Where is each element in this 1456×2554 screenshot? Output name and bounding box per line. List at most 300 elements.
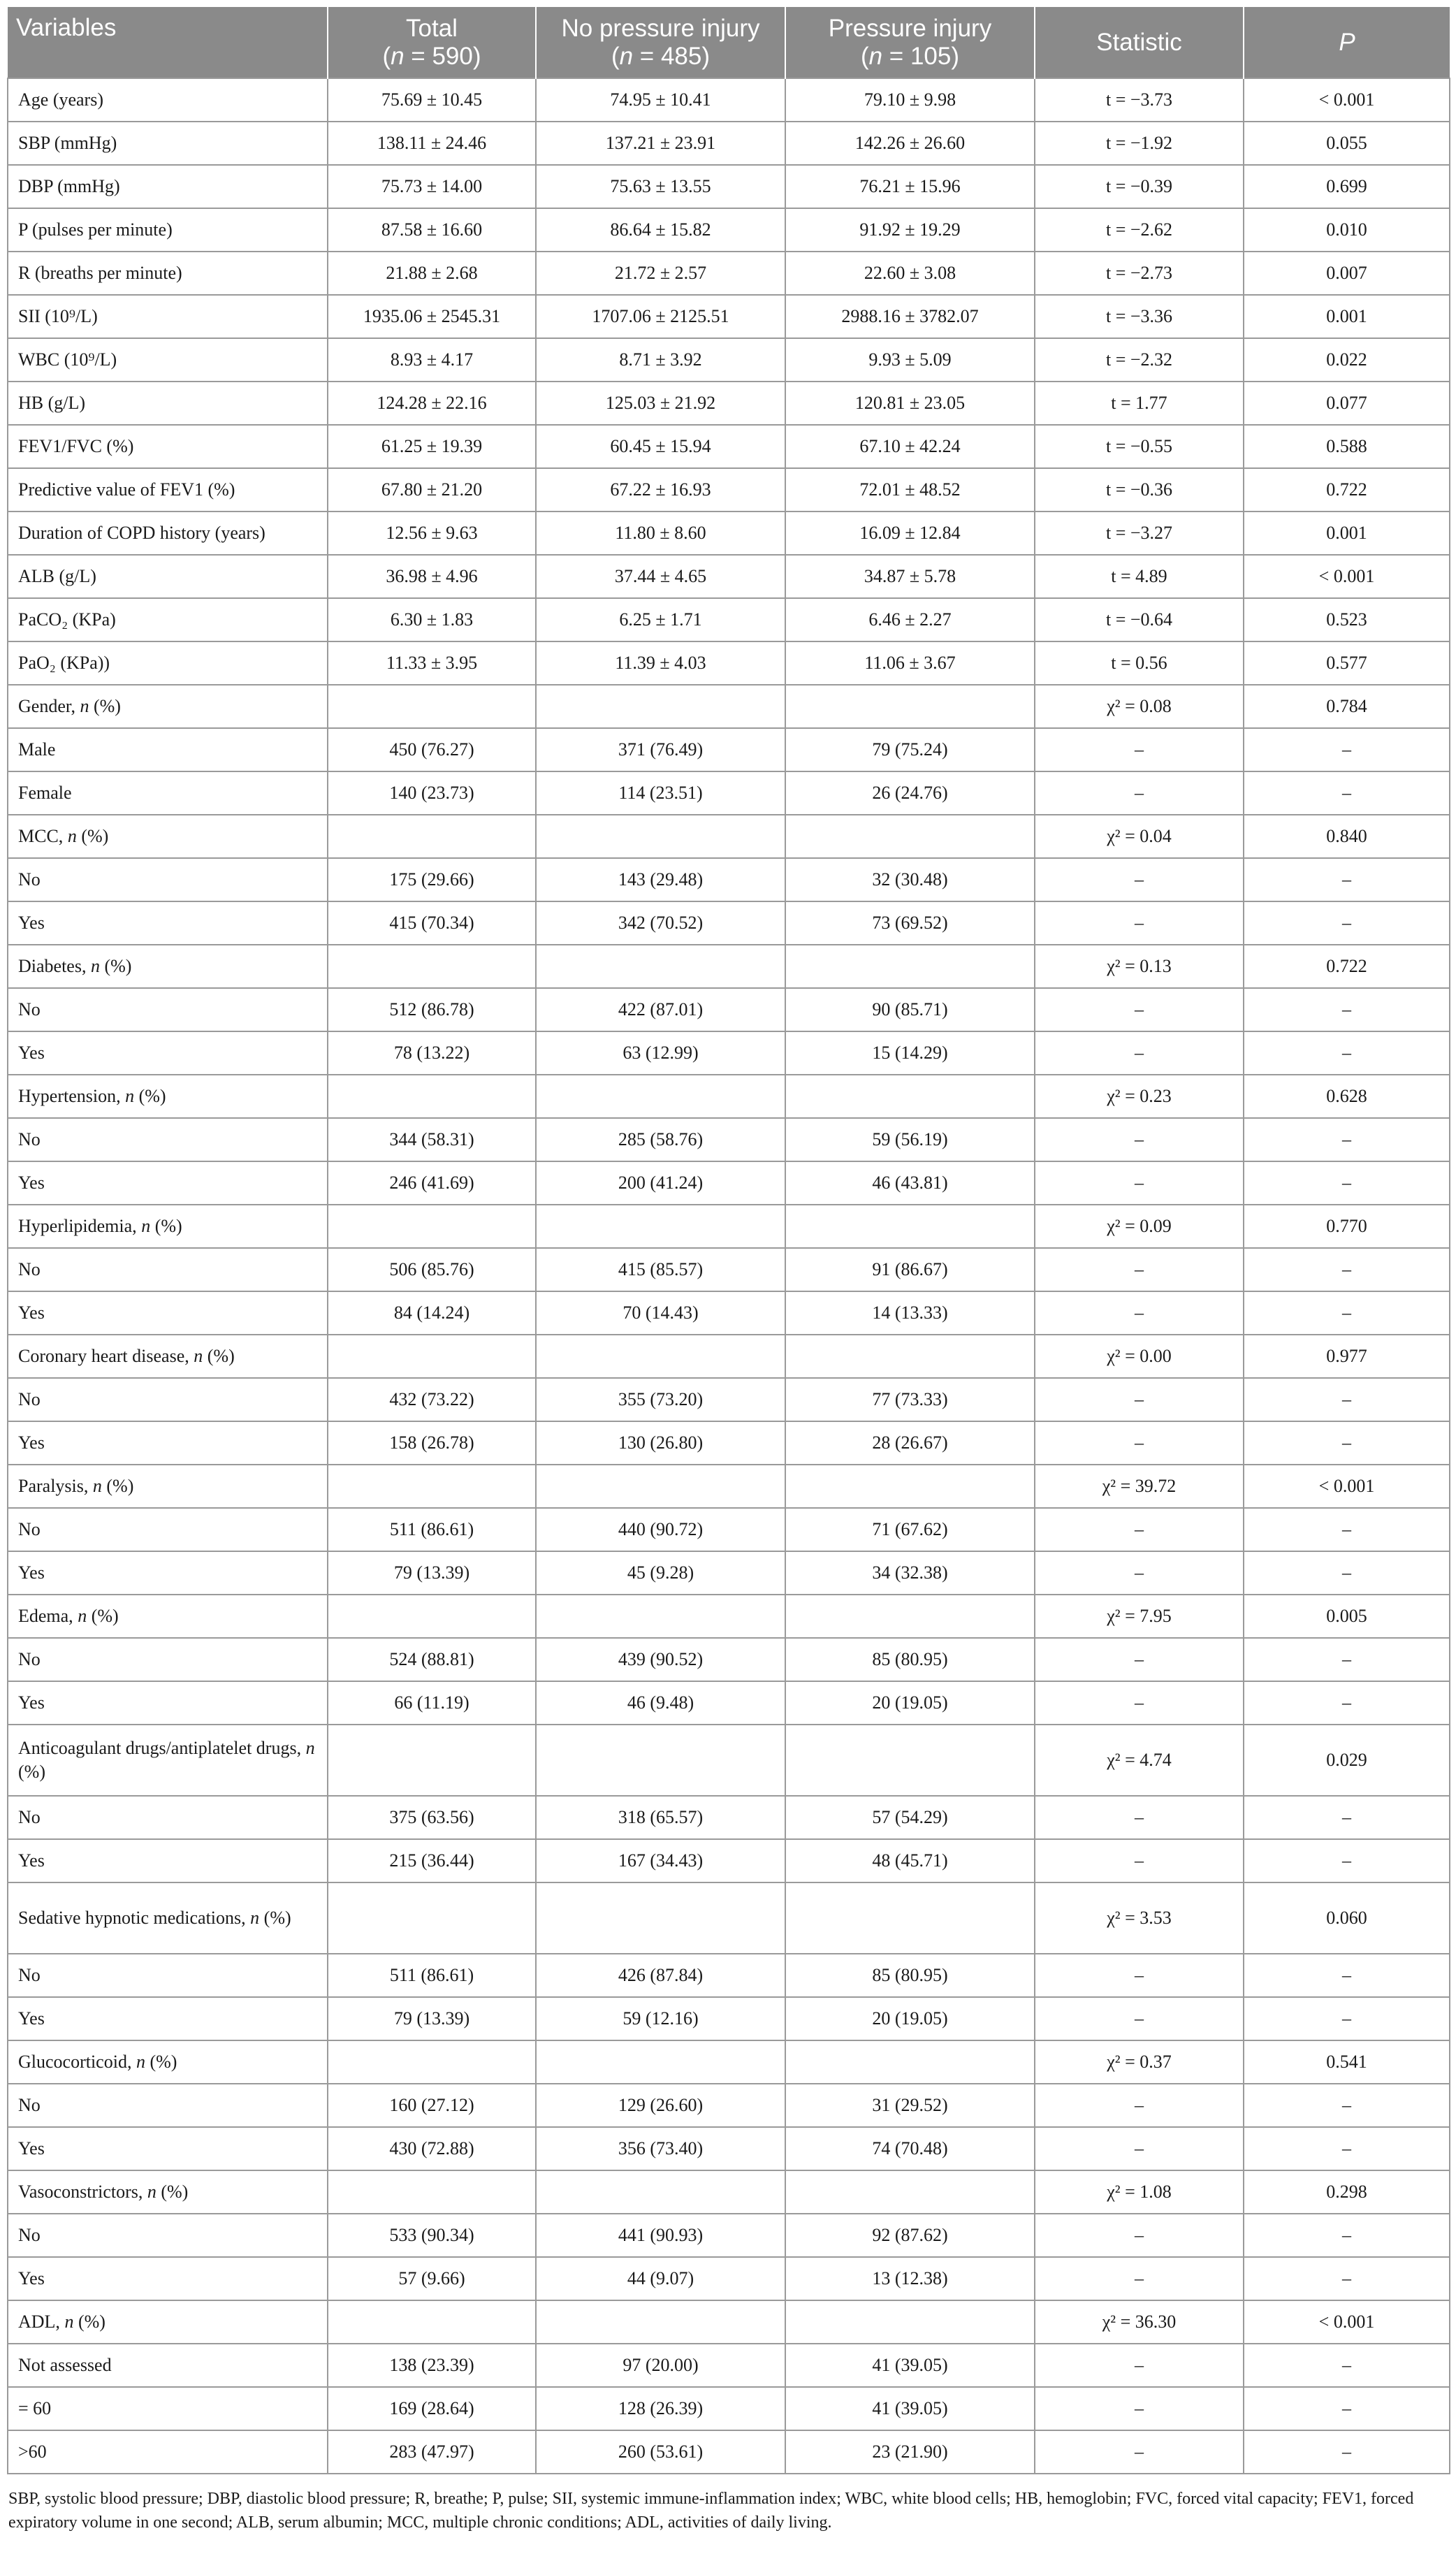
cell-total: 21.88 ± 2.68 [328, 252, 536, 295]
cell-statistic: χ² = 0.37 [1035, 2040, 1244, 2084]
cell-total: 6.30 ± 1.83 [328, 598, 536, 641]
cell-no-pressure-injury: 355 (73.20) [536, 1378, 785, 1421]
cell-variable: PaO₂ (KPa)) [8, 641, 328, 685]
cell-pressure-injury: 74 (70.48) [785, 2127, 1035, 2170]
table-row [8, 771, 1450, 815]
cell-no-pressure-injury: 114 (23.51) [536, 771, 785, 815]
table-row [8, 2387, 1450, 2430]
cell-statistic: – [1035, 1681, 1244, 1725]
cell-p-value: 0.007 [1244, 252, 1450, 295]
table-body [8, 78, 1450, 2474]
cell-variable: No [8, 988, 328, 1031]
cell-p-value: 0.628 [1244, 1075, 1450, 1118]
cell-p-value: – [1244, 1508, 1450, 1551]
cell-p-value: 0.001 [1244, 511, 1450, 555]
cell-p-value: – [1244, 901, 1450, 945]
cell-no-pressure-injury: 86.64 ± 15.82 [536, 208, 785, 252]
cell-variable: Yes [8, 1031, 328, 1075]
cell-no-pressure-injury: 129 (26.60) [536, 2084, 785, 2127]
cell-variable: Yes [8, 1681, 328, 1725]
table-row [8, 1997, 1450, 2040]
cell-variable: Gender, n (%) [8, 685, 328, 728]
cell-total [328, 1205, 536, 1248]
cell-variable: No [8, 1954, 328, 1997]
cell-statistic: t = −2.62 [1035, 208, 1244, 252]
cell-total: 61.25 ± 19.39 [328, 425, 536, 468]
table-row [8, 165, 1450, 208]
cell-total: 432 (73.22) [328, 1378, 536, 1421]
cell-p-value: – [1244, 2344, 1450, 2387]
cell-no-pressure-injury: 128 (26.39) [536, 2387, 785, 2430]
cell-statistic: – [1035, 1378, 1244, 1421]
table-row [8, 2127, 1450, 2170]
table-row [8, 1954, 1450, 1997]
cell-p-value: 0.588 [1244, 425, 1450, 468]
cell-variable: Hypertension, n (%) [8, 1075, 328, 1118]
cell-pressure-injury: 46 (43.81) [785, 1161, 1035, 1205]
cell-statistic: – [1035, 1421, 1244, 1465]
cell-p-value: < 0.001 [1244, 1465, 1450, 1508]
cell-pressure-injury [785, 1595, 1035, 1638]
cell-pressure-injury: 72.01 ± 48.52 [785, 468, 1035, 511]
cell-total: 246 (41.69) [328, 1161, 536, 1205]
cell-p-value: – [1244, 1031, 1450, 1075]
cell-no-pressure-injury: 46 (9.48) [536, 1681, 785, 1725]
cell-no-pressure-injury [536, 815, 785, 858]
cell-p-value: 0.977 [1244, 1335, 1450, 1378]
cell-variable: DBP (mmHg) [8, 165, 328, 208]
cell-statistic: χ² = 0.04 [1035, 815, 1244, 858]
cell-variable: Yes [8, 1421, 328, 1465]
cell-variable: No [8, 2084, 328, 2127]
cell-statistic: χ² = 7.95 [1035, 1595, 1244, 1638]
cell-total: 138 (23.39) [328, 2344, 536, 2387]
cell-no-pressure-injury: 415 (85.57) [536, 1248, 785, 1291]
cell-statistic: χ² = 0.08 [1035, 685, 1244, 728]
cell-p-value: 0.010 [1244, 208, 1450, 252]
cell-no-pressure-injury: 44 (9.07) [536, 2257, 785, 2300]
cell-variable: MCC, n (%) [8, 815, 328, 858]
cell-p-value: 0.699 [1244, 165, 1450, 208]
table-row [8, 988, 1450, 1031]
cell-p-value: – [1244, 2084, 1450, 2127]
cell-p-value: – [1244, 1291, 1450, 1335]
cell-variable: Yes [8, 1839, 328, 1882]
table-row [8, 382, 1450, 425]
cell-total [328, 1882, 536, 1954]
cell-statistic: – [1035, 988, 1244, 1031]
cell-variable: Diabetes, n (%) [8, 945, 328, 988]
cell-pressure-injury: 2988.16 ± 3782.07 [785, 295, 1035, 338]
cell-statistic: t = −0.64 [1035, 598, 1244, 641]
cell-no-pressure-injury: 342 (70.52) [536, 901, 785, 945]
cell-p-value: 0.055 [1244, 122, 1450, 165]
cell-total: 524 (88.81) [328, 1638, 536, 1681]
cell-p-value: 0.005 [1244, 1595, 1450, 1638]
header-p [1244, 7, 1450, 78]
cell-statistic: – [1035, 2344, 1244, 2387]
cell-variable: No [8, 1118, 328, 1161]
cell-p-value: 0.840 [1244, 815, 1450, 858]
cell-statistic: χ² = 0.13 [1035, 945, 1244, 988]
cell-pressure-injury: 73 (69.52) [785, 901, 1035, 945]
cell-pressure-injury: 59 (56.19) [785, 1118, 1035, 1161]
cell-statistic: χ² = 39.72 [1035, 1465, 1244, 1508]
cell-variable: ADL, n (%) [8, 2300, 328, 2344]
cell-p-value: < 0.001 [1244, 2300, 1450, 2344]
cell-p-value: 0.022 [1244, 338, 1450, 382]
cell-no-pressure-injury: 130 (26.80) [536, 1421, 785, 1465]
cell-pressure-injury: 91.92 ± 19.29 [785, 208, 1035, 252]
cell-statistic: – [1035, 1796, 1244, 1839]
cell-statistic: t = 4.89 [1035, 555, 1244, 598]
cell-total: 160 (27.12) [328, 2084, 536, 2127]
cell-statistic: – [1035, 1508, 1244, 1551]
table-figure [7, 7, 1449, 2534]
cell-variable: Coronary heart disease, n (%) [8, 1335, 328, 1378]
cell-p-value: – [1244, 858, 1450, 901]
cell-no-pressure-injury [536, 1335, 785, 1378]
cell-pressure-injury [785, 2040, 1035, 2084]
cell-statistic: – [1035, 1997, 1244, 2040]
cell-total [328, 2170, 536, 2214]
cell-statistic: – [1035, 901, 1244, 945]
cell-total: 36.98 ± 4.96 [328, 555, 536, 598]
cell-variable: Yes [8, 1997, 328, 2040]
cell-no-pressure-injury: 439 (90.52) [536, 1638, 785, 1681]
cell-p-value: – [1244, 2214, 1450, 2257]
cell-statistic: – [1035, 1248, 1244, 1291]
table-row [8, 1335, 1450, 1378]
header-pressure-injury [785, 7, 1035, 78]
cell-variable: R (breaths per minute) [8, 252, 328, 295]
cell-total: 11.33 ± 3.95 [328, 641, 536, 685]
cell-pressure-injury [785, 2170, 1035, 2214]
cell-p-value: 0.001 [1244, 295, 1450, 338]
cell-pressure-injury: 22.60 ± 3.08 [785, 252, 1035, 295]
table-row [8, 1075, 1450, 1118]
cell-statistic: χ² = 36.30 [1035, 2300, 1244, 2344]
table-row [8, 295, 1450, 338]
cell-variable: ALB (g/L) [8, 555, 328, 598]
cell-total: 12.56 ± 9.63 [328, 511, 536, 555]
cell-statistic: χ² = 1.08 [1035, 2170, 1244, 2214]
cell-variable: No [8, 1638, 328, 1681]
cell-total [328, 685, 536, 728]
cell-pressure-injury: 76.21 ± 15.96 [785, 165, 1035, 208]
cell-pressure-injury: 92 (87.62) [785, 2214, 1035, 2257]
cell-total: 78 (13.22) [328, 1031, 536, 1075]
cell-statistic: χ² = 4.74 [1035, 1725, 1244, 1796]
cell-total: 283 (47.97) [328, 2430, 536, 2474]
cell-variable: >60 [8, 2430, 328, 2474]
cell-variable: = 60 [8, 2387, 328, 2430]
cell-statistic: – [1035, 2387, 1244, 2430]
cell-total: 344 (58.31) [328, 1118, 536, 1161]
cell-pressure-injury: 28 (26.67) [785, 1421, 1035, 1465]
cell-no-pressure-injury [536, 2170, 785, 2214]
cell-pressure-injury: 9.93 ± 5.09 [785, 338, 1035, 382]
cell-variable: Not assessed [8, 2344, 328, 2387]
table-row [8, 2214, 1450, 2257]
header-total-n: (n = 590) [382, 42, 481, 70]
cell-no-pressure-injury: 6.25 ± 1.71 [536, 598, 785, 641]
cell-total: 450 (76.27) [328, 728, 536, 771]
cell-total: 169 (28.64) [328, 2387, 536, 2430]
cell-total: 75.73 ± 14.00 [328, 165, 536, 208]
cell-no-pressure-injury: 260 (53.61) [536, 2430, 785, 2474]
cell-p-value: – [1244, 1796, 1450, 1839]
cell-variable: Yes [8, 901, 328, 945]
cell-statistic: χ² = 3.53 [1035, 1882, 1244, 1954]
cell-statistic: t = 0.56 [1035, 641, 1244, 685]
cell-pressure-injury [785, 1465, 1035, 1508]
cell-pressure-injury: 31 (29.52) [785, 2084, 1035, 2127]
cell-no-pressure-injury: 422 (87.01) [536, 988, 785, 1031]
baseline-characteristics-table [7, 7, 1450, 2474]
header-no-pi-n: (n = 485) [611, 42, 711, 70]
table-row [8, 1839, 1450, 1882]
cell-statistic: χ² = 0.00 [1035, 1335, 1244, 1378]
cell-p-value: 0.077 [1244, 382, 1450, 425]
cell-total: 506 (85.76) [328, 1248, 536, 1291]
cell-statistic: χ² = 0.09 [1035, 1205, 1244, 1248]
cell-statistic: – [1035, 1638, 1244, 1681]
cell-statistic: – [1035, 1954, 1244, 1997]
cell-no-pressure-injury [536, 1465, 785, 1508]
cell-statistic: t = 1.77 [1035, 382, 1244, 425]
table-row [8, 1118, 1450, 1161]
cell-no-pressure-injury: 70 (14.43) [536, 1291, 785, 1335]
table-row [8, 858, 1450, 901]
table-row [8, 1725, 1450, 1796]
cell-variable: SII (10⁹/L) [8, 295, 328, 338]
cell-total [328, 1595, 536, 1638]
cell-variable: Anticoagulant drugs/antiplatelet drugs, n (%) [8, 1725, 328, 1796]
cell-no-pressure-injury: 67.22 ± 16.93 [536, 468, 785, 511]
cell-pressure-injury: 23 (21.90) [785, 2430, 1035, 2474]
header-total [328, 7, 536, 78]
cell-pressure-injury: 85 (80.95) [785, 1954, 1035, 1997]
cell-pressure-injury [785, 2300, 1035, 2344]
cell-total [328, 2300, 536, 2344]
cell-pressure-injury: 34.87 ± 5.78 [785, 555, 1035, 598]
cell-pressure-injury [785, 1335, 1035, 1378]
cell-p-value: – [1244, 2127, 1450, 2170]
cell-variable: No [8, 1796, 328, 1839]
table-row [8, 1248, 1450, 1291]
cell-total [328, 1335, 536, 1378]
cell-statistic: – [1035, 771, 1244, 815]
cell-no-pressure-injury: 356 (73.40) [536, 2127, 785, 2170]
cell-variable: Sedative hypnotic medications, n (%) [8, 1882, 328, 1954]
header-variables [8, 7, 328, 78]
cell-pressure-injury [785, 685, 1035, 728]
cell-no-pressure-injury: 440 (90.72) [536, 1508, 785, 1551]
cell-pressure-injury: 32 (30.48) [785, 858, 1035, 901]
table-row [8, 1465, 1450, 1508]
cell-total: 8.93 ± 4.17 [328, 338, 536, 382]
table-row [8, 425, 1450, 468]
cell-p-value: 0.770 [1244, 1205, 1450, 1248]
cell-statistic: t = −2.32 [1035, 338, 1244, 382]
table-header [8, 7, 1450, 78]
cell-variable: HB (g/L) [8, 382, 328, 425]
table-row [8, 685, 1450, 728]
cell-p-value: 0.298 [1244, 2170, 1450, 2214]
cell-p-value: – [1244, 1118, 1450, 1161]
table-row [8, 1508, 1450, 1551]
cell-pressure-injury: 79.10 ± 9.98 [785, 78, 1035, 122]
cell-total: 375 (63.56) [328, 1796, 536, 1839]
cell-total: 511 (86.61) [328, 1508, 536, 1551]
cell-variable: No [8, 1508, 328, 1551]
cell-variable: Vasoconstrictors, n (%) [8, 2170, 328, 2214]
cell-total: 57 (9.66) [328, 2257, 536, 2300]
cell-pressure-injury: 41 (39.05) [785, 2344, 1035, 2387]
cell-no-pressure-injury: 45 (9.28) [536, 1551, 785, 1595]
table-row [8, 815, 1450, 858]
cell-no-pressure-injury: 11.39 ± 4.03 [536, 641, 785, 685]
cell-pressure-injury: 41 (39.05) [785, 2387, 1035, 2430]
cell-p-value: 0.722 [1244, 468, 1450, 511]
cell-p-value: 0.577 [1244, 641, 1450, 685]
cell-p-value: – [1244, 1421, 1450, 1465]
header-p-label: P [1339, 28, 1355, 56]
cell-p-value: – [1244, 1954, 1450, 1997]
header-no-pressure-injury [536, 7, 785, 78]
cell-statistic: – [1035, 1839, 1244, 1882]
cell-total [328, 2040, 536, 2084]
cell-pressure-injury: 67.10 ± 42.24 [785, 425, 1035, 468]
cell-variable: Glucocorticoid, n (%) [8, 2040, 328, 2084]
table-row [8, 468, 1450, 511]
cell-pressure-injury: 90 (85.71) [785, 988, 1035, 1031]
cell-p-value: – [1244, 1551, 1450, 1595]
cell-statistic: – [1035, 1291, 1244, 1335]
cell-variable: No [8, 1248, 328, 1291]
cell-total: 79 (13.39) [328, 1551, 536, 1595]
table-row [8, 1161, 1450, 1205]
cell-pressure-injury: 142.26 ± 26.60 [785, 122, 1035, 165]
cell-pressure-injury: 120.81 ± 23.05 [785, 382, 1035, 425]
cell-pressure-injury: 85 (80.95) [785, 1638, 1035, 1681]
table-row [8, 2170, 1450, 2214]
cell-no-pressure-injury [536, 1725, 785, 1796]
cell-p-value: – [1244, 1248, 1450, 1291]
cell-p-value: – [1244, 988, 1450, 1031]
table-row [8, 2084, 1450, 2127]
cell-variable: Male [8, 728, 328, 771]
cell-pressure-injury: 48 (45.71) [785, 1839, 1035, 1882]
table-row [8, 511, 1450, 555]
cell-statistic: – [1035, 2430, 1244, 2474]
cell-variable: Female [8, 771, 328, 815]
table-row [8, 901, 1450, 945]
cell-total [328, 1465, 536, 1508]
cell-no-pressure-injury: 1707.06 ± 2125.51 [536, 295, 785, 338]
table-row [8, 1595, 1450, 1638]
cell-pressure-injury: 13 (12.38) [785, 2257, 1035, 2300]
cell-statistic: t = −3.27 [1035, 511, 1244, 555]
cell-variable: PaCO₂ (KPa) [8, 598, 328, 641]
cell-no-pressure-injury: 37.44 ± 4.65 [536, 555, 785, 598]
cell-statistic: t = −2.73 [1035, 252, 1244, 295]
cell-pressure-injury: 79 (75.24) [785, 728, 1035, 771]
header-statistic [1035, 7, 1244, 78]
cell-no-pressure-injury [536, 945, 785, 988]
cell-p-value: – [1244, 2387, 1450, 2430]
cell-pressure-injury: 20 (19.05) [785, 1681, 1035, 1725]
cell-statistic: – [1035, 1031, 1244, 1075]
table-row [8, 1681, 1450, 1725]
cell-variable: Edema, n (%) [8, 1595, 328, 1638]
table-footnote: SBP, systolic blood pressure; DBP, diastolic blood pressure; R, breathe; P, pulse; SII, systemic immune-inflammation index; WBC, white blood cells; HB, hemoglobin; FVC, forced vital capacity; FEV1, forced expiratory volume in one second; ALB, serum albumin; MCC, multiple chronic conditions; ADL, activities of daily living. [8, 2490, 1414, 2532]
table-row [8, 1378, 1450, 1421]
cell-pressure-injury: 77 (73.33) [785, 1378, 1035, 1421]
cell-p-value: – [1244, 2257, 1450, 2300]
cell-total: 140 (23.73) [328, 771, 536, 815]
table-row [8, 208, 1450, 252]
cell-statistic: – [1035, 1118, 1244, 1161]
table-row [8, 2257, 1450, 2300]
cell-statistic: – [1035, 2257, 1244, 2300]
cell-total: 533 (90.34) [328, 2214, 536, 2257]
cell-pressure-injury: 57 (54.29) [785, 1796, 1035, 1839]
cell-total: 511 (86.61) [328, 1954, 536, 1997]
cell-variable: Yes [8, 1161, 328, 1205]
cell-total: 430 (72.88) [328, 2127, 536, 2170]
cell-total [328, 945, 536, 988]
cell-no-pressure-injury: 75.63 ± 13.55 [536, 165, 785, 208]
cell-total: 415 (70.34) [328, 901, 536, 945]
cell-variable: No [8, 1378, 328, 1421]
cell-statistic: – [1035, 728, 1244, 771]
cell-p-value: – [1244, 1161, 1450, 1205]
cell-statistic: – [1035, 858, 1244, 901]
cell-no-pressure-injury: 74.95 ± 10.41 [536, 78, 785, 122]
cell-total: 158 (26.78) [328, 1421, 536, 1465]
cell-variable: Predictive value of FEV1 (%) [8, 468, 328, 511]
header-row [8, 7, 1450, 78]
cell-p-value: – [1244, 1638, 1450, 1681]
cell-variable: SBP (mmHg) [8, 122, 328, 165]
table-row [8, 728, 1450, 771]
cell-no-pressure-injury [536, 1205, 785, 1248]
cell-no-pressure-injury [536, 1882, 785, 1954]
cell-p-value: – [1244, 728, 1450, 771]
cell-total [328, 1075, 536, 1118]
table-row [8, 1205, 1450, 1248]
cell-no-pressure-injury: 426 (87.84) [536, 1954, 785, 1997]
cell-no-pressure-injury: 125.03 ± 21.92 [536, 382, 785, 425]
header-pi-label: Pressure injury [828, 14, 992, 42]
header-pi-n: (n = 105) [860, 42, 960, 70]
cell-statistic: χ² = 0.23 [1035, 1075, 1244, 1118]
cell-p-value: 0.722 [1244, 945, 1450, 988]
cell-total: 215 (36.44) [328, 1839, 536, 1882]
header-variables-label: Variables [16, 14, 117, 41]
cell-variable: Yes [8, 1551, 328, 1595]
cell-p-value: – [1244, 1839, 1450, 1882]
cell-no-pressure-injury: 285 (58.76) [536, 1118, 785, 1161]
cell-total: 87.58 ± 16.60 [328, 208, 536, 252]
table-row [8, 2344, 1450, 2387]
table-row [8, 1031, 1450, 1075]
cell-statistic: t = −0.39 [1035, 165, 1244, 208]
cell-no-pressure-injury: 167 (34.43) [536, 1839, 785, 1882]
cell-statistic: – [1035, 2084, 1244, 2127]
